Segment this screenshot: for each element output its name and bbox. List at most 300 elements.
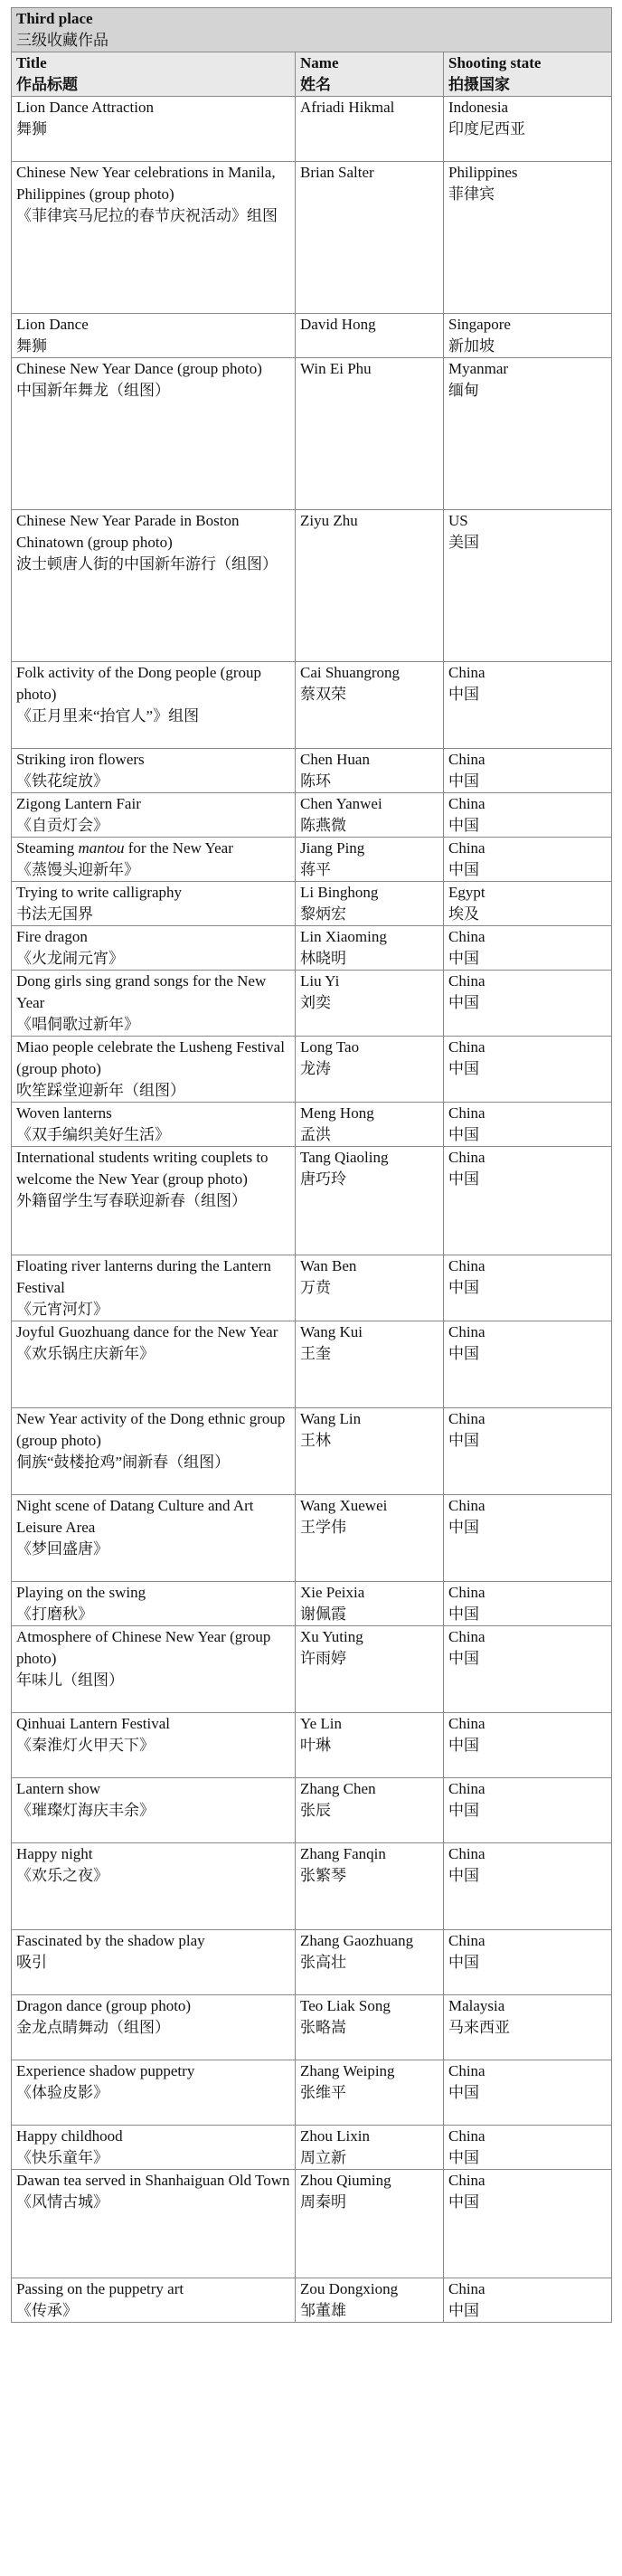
- cell-title-en: Fascinated by the shadow play: [16, 1932, 205, 1949]
- cell-name-en: Ziyu Zhu: [300, 512, 358, 529]
- cell-title-en: Steaming mantou for the New Year: [16, 839, 233, 857]
- cell-state-en: China: [448, 2172, 485, 2189]
- table-row: [12, 1995, 612, 2060]
- cell-name: [296, 1930, 444, 1995]
- cell-state: [444, 1037, 612, 1103]
- cell-name: [296, 1778, 444, 1843]
- cell-state-cn: 中国: [448, 994, 479, 1011]
- cell-state-en: China: [448, 1628, 485, 1645]
- cell-name: [296, 2126, 444, 2170]
- cell-state-en: China: [448, 1149, 485, 1166]
- cell-state: [444, 1255, 612, 1321]
- cell-state: [444, 1321, 612, 1408]
- cell-state-cn: 印度尼西亚: [448, 120, 525, 137]
- cell-title: [12, 882, 296, 926]
- cell-state-cn: 马来西亚: [448, 2019, 510, 2036]
- cell-state-cn: 中国: [448, 817, 479, 834]
- table-row: [12, 749, 612, 793]
- column-header-row: [12, 52, 612, 97]
- cell-title: [12, 358, 296, 510]
- cell-title-cn: 舞狮: [16, 337, 47, 355]
- cell-name-cn: 刘奕: [300, 994, 331, 1011]
- table-row: [12, 2060, 612, 2126]
- cell-title-cn: 《蒸馒头迎新年》: [16, 861, 139, 878]
- cell-title: [12, 749, 296, 793]
- cell-title-cn: 侗族“鼓楼抢鸡”闹新春（组图）: [16, 1454, 231, 1471]
- cell-name-cn: 许雨婷: [300, 1650, 346, 1667]
- cell-name-cn: 张繁琴: [300, 1867, 346, 1884]
- cell-state: [444, 1995, 612, 2060]
- cell-title-cn: 外籍留学生写春联迎新春（组图）: [16, 1192, 247, 1209]
- cell-state: [444, 1495, 612, 1582]
- cell-name: [296, 662, 444, 749]
- table-row: [12, 97, 612, 162]
- cell-state: [444, 749, 612, 793]
- cell-title: [12, 1843, 296, 1930]
- cell-title: [12, 1995, 296, 2060]
- cell-name-cn: 周立新: [300, 2149, 346, 2166]
- cell-name-en: Afriadi Hikmal: [300, 99, 395, 116]
- cell-state: [444, 162, 612, 314]
- cell-state-en: China: [448, 1932, 485, 1949]
- cell-title-en: Trying to write calligraphy: [16, 884, 183, 901]
- cell-name-en: Zou Dongxiong: [300, 2280, 399, 2297]
- cell-state-cn: 中国: [448, 1650, 479, 1667]
- cell-name-en: Wan Ben: [300, 1257, 357, 1274]
- cell-state-en: Philippines: [448, 164, 518, 181]
- cell-state-en: China: [448, 1104, 485, 1122]
- cell-name: [296, 1713, 444, 1778]
- table-row: [12, 2170, 612, 2278]
- cell-title-cn: 《秦淮灯火甲天下》: [16, 1737, 155, 1754]
- cell-title-en: Dragon dance (group photo): [16, 1997, 192, 2014]
- cell-state-en: China: [448, 2127, 485, 2145]
- cell-title-cn: 吸引: [16, 1954, 47, 1971]
- table-row: [12, 1495, 612, 1582]
- col-header-title-cn: 作品标题: [16, 76, 78, 93]
- cell-state-cn: 中国: [448, 1867, 479, 1884]
- cell-title: [12, 662, 296, 749]
- table-row: [12, 1321, 612, 1408]
- cell-name-en: Cai Shuangrong: [300, 664, 401, 681]
- cell-name-cn: 蔡双荣: [300, 686, 346, 703]
- cell-name-en: Li Binghong: [300, 884, 379, 901]
- cell-state: [444, 793, 612, 838]
- cell-title-cn: 《体验皮影》: [16, 2084, 108, 2101]
- cell-name: [296, 971, 444, 1037]
- cell-title-en: Chinese New Year Parade in Boston Chinatown (group photo): [16, 512, 240, 551]
- cell-title-cn: 《自贡灯会》: [16, 817, 108, 834]
- cell-state-en: China: [448, 972, 485, 990]
- cell-title-en: Qinhuai Lantern Festival: [16, 1715, 170, 1732]
- cell-state-en: Singapore: [448, 316, 511, 333]
- cell-title-cn: 《欢乐之夜》: [16, 1867, 108, 1884]
- cell-name: [296, 1321, 444, 1408]
- table-row: [12, 1408, 612, 1495]
- cell-title-en: Lion Dance Attraction: [16, 99, 155, 116]
- cell-state: [444, 882, 612, 926]
- cell-title: [12, 1408, 296, 1495]
- cell-state-cn: 中国: [448, 861, 479, 878]
- cell-name: [296, 838, 444, 882]
- table-row: [12, 971, 612, 1037]
- cell-title-cn: 书法无国界: [16, 905, 93, 923]
- cell-title-en: Woven lanterns: [16, 1104, 112, 1122]
- cell-title: [12, 1930, 296, 1995]
- cell-state: [444, 314, 612, 358]
- cell-name: [296, 1255, 444, 1321]
- table-row: [12, 1037, 612, 1103]
- cell-state-cn: 中国: [448, 1345, 479, 1362]
- cell-name: [296, 1103, 444, 1147]
- cell-name-en: Lin Xiaoming: [300, 928, 387, 945]
- cell-state-en: China: [448, 1584, 485, 1601]
- col-header-title-en: Title: [16, 54, 47, 71]
- cell-name-cn: 谢佩霞: [300, 1605, 346, 1623]
- table-row: [12, 838, 612, 882]
- cell-state: [444, 1930, 612, 1995]
- cell-title-cn: 《璀璨灯海庆丰余》: [16, 1802, 155, 1819]
- cell-name: [296, 1626, 444, 1713]
- cell-name: [296, 1582, 444, 1626]
- cell-title-cn: 《唱侗歌过新年》: [16, 1016, 139, 1033]
- cell-title-cn: 《打磨秋》: [16, 1605, 93, 1623]
- section-header-cell: [12, 8, 612, 52]
- cell-title-cn: 舞狮: [16, 120, 47, 137]
- table-row: [12, 1843, 612, 1930]
- cell-state-cn: 新加坡: [448, 337, 495, 355]
- cell-name: [296, 926, 444, 971]
- cell-title: [12, 1255, 296, 1321]
- table-row: [12, 926, 612, 971]
- cell-state: [444, 510, 612, 662]
- cell-state: [444, 1778, 612, 1843]
- cell-title-en: Miao people celebrate the Lusheng Festival (group photo): [16, 1038, 285, 1077]
- cell-name-en: Zhang Fanqin: [300, 1845, 386, 1862]
- cell-name-en: Chen Huan: [300, 751, 370, 768]
- cell-title-en: Lantern show: [16, 1780, 101, 1797]
- col-header-title: [12, 52, 296, 97]
- cell-title: [12, 1626, 296, 1713]
- cell-name: [296, 97, 444, 162]
- cell-state-en: Myanmar: [448, 360, 509, 377]
- cell-title: [12, 1495, 296, 1582]
- cell-title-cn: 吹笙踩堂迎新年（组图）: [16, 1082, 185, 1099]
- cell-name-en: Xie Peixia: [300, 1584, 365, 1601]
- cell-name: [296, 793, 444, 838]
- cell-title-en: Folk activity of the Dong people (group photo): [16, 664, 262, 703]
- col-header-state: [444, 52, 612, 97]
- cell-title-cn: 中国新年舞龙（组图）: [16, 382, 170, 399]
- cell-title-cn: 金龙点睛舞动（组图）: [16, 2019, 170, 2036]
- cell-name-en: Meng Hong: [300, 1104, 374, 1122]
- cell-state-cn: 中国: [448, 2149, 479, 2166]
- cell-name-en: Chen Yanwei: [300, 795, 382, 812]
- cell-name-cn: 龙涛: [300, 1060, 331, 1077]
- col-header-state-cn: 拍摄国家: [448, 76, 510, 93]
- cell-state: [444, 1408, 612, 1495]
- cell-name-cn: 王奎: [300, 1345, 331, 1362]
- cell-title: [12, 1321, 296, 1408]
- cell-state: [444, 1103, 612, 1147]
- cell-state-en: China: [448, 839, 485, 857]
- cell-name: [296, 749, 444, 793]
- cell-state-en: Egypt: [448, 884, 485, 901]
- cell-state: [444, 1147, 612, 1255]
- cell-name-cn: 陈燕微: [300, 817, 346, 834]
- col-header-state-en: Shooting state: [448, 54, 542, 71]
- cell-name-en: Zhou Qiuming: [300, 2172, 391, 2189]
- cell-title: [12, 97, 296, 162]
- cell-title-cn: 《梦回盛唐》: [16, 1540, 108, 1558]
- cell-name-cn: 张略嵩: [300, 2019, 346, 2036]
- cell-state-cn: 中国: [448, 686, 479, 703]
- section-title: Third place: [16, 10, 93, 27]
- cell-name: [296, 510, 444, 662]
- table-row: [12, 1103, 612, 1147]
- cell-state-en: China: [448, 751, 485, 768]
- cell-state-en: China: [448, 1038, 485, 1056]
- table-row: [12, 358, 612, 510]
- table-row: [12, 314, 612, 358]
- table-row: [12, 662, 612, 749]
- cell-name-en: Wang Lin: [300, 1410, 362, 1427]
- cell-state: [444, 662, 612, 749]
- table-row: [12, 1147, 612, 1255]
- col-header-name-cn: 姓名: [300, 76, 331, 93]
- table-row: [12, 1713, 612, 1778]
- cell-title: [12, 510, 296, 662]
- cell-name-en: Xu Yuting: [300, 1628, 363, 1645]
- cell-state-cn: 中国: [448, 1060, 479, 1077]
- cell-state-en: China: [448, 2280, 485, 2297]
- table-row: [12, 793, 612, 838]
- cell-name: [296, 162, 444, 314]
- cell-state: [444, 97, 612, 162]
- cell-title-cn: 《正月里来“抬官人”》组图: [16, 707, 200, 724]
- cell-title: [12, 162, 296, 314]
- cell-title-cn: 《菲律宾马尼拉的春节庆祝活动》组图: [16, 207, 278, 224]
- cell-title-en: Zigong Lantern Fair: [16, 795, 141, 812]
- cell-name-en: David Hong: [300, 316, 376, 333]
- cell-title-en: Lion Dance: [16, 316, 89, 333]
- cell-title: [12, 2126, 296, 2170]
- col-header-name: [296, 52, 444, 97]
- cell-name: [296, 882, 444, 926]
- cell-name-en: Wang Kui: [300, 1323, 363, 1340]
- cell-state-cn: 中国: [448, 1519, 479, 1536]
- cell-name-cn: 蒋平: [300, 861, 331, 878]
- cell-state-cn: 中国: [448, 1737, 479, 1754]
- table-row: [12, 1255, 612, 1321]
- cell-title: [12, 2170, 296, 2278]
- cell-name-cn: 黎炳宏: [300, 905, 346, 923]
- cell-title: [12, 926, 296, 971]
- table-body: [12, 97, 612, 2323]
- cell-name-en: Tang Qiaoling: [300, 1149, 389, 1166]
- cell-title-en: Atmosphere of Chinese New Year (group photo): [16, 1628, 271, 1667]
- cell-state-cn: 中国: [448, 1170, 479, 1188]
- cell-title: [12, 2060, 296, 2126]
- cell-name-en: Liu Yi: [300, 972, 340, 990]
- table-row: [12, 1582, 612, 1626]
- table-row: [12, 1930, 612, 1995]
- cell-title-en: Passing on the puppetry art: [16, 2280, 184, 2297]
- cell-state: [444, 838, 612, 882]
- table-row: [12, 2278, 612, 2323]
- cell-title: [12, 793, 296, 838]
- cell-state-cn: 中国: [448, 772, 479, 790]
- cell-state: [444, 2170, 612, 2278]
- cell-name-en: Brian Salter: [300, 164, 374, 181]
- cell-state-en: US: [448, 512, 468, 529]
- cell-name: [296, 1995, 444, 2060]
- cell-state-cn: 美国: [448, 534, 479, 551]
- cell-state: [444, 2126, 612, 2170]
- cell-state-cn: 中国: [448, 950, 479, 967]
- cell-state-cn: 中国: [448, 1954, 479, 1971]
- cell-title-cn: 年味儿（组图）: [16, 1672, 124, 1689]
- cell-name-en: Zhang Chen: [300, 1780, 376, 1797]
- cell-title: [12, 1147, 296, 1255]
- cell-state: [444, 971, 612, 1037]
- cell-state: [444, 358, 612, 510]
- cell-title-en: Playing on the swing: [16, 1584, 146, 1601]
- cell-title-cn: 《火龙闹元宵》: [16, 950, 124, 967]
- cell-title-cn: 《双手编织美好生活》: [16, 1126, 170, 1143]
- cell-title-cn: 《铁花绽放》: [16, 772, 108, 790]
- section-header-row: [12, 8, 612, 52]
- table-row: [12, 162, 612, 314]
- cell-title-en: Experience shadow puppetry: [16, 2062, 195, 2079]
- cell-title-en: Chinese New Year Dance (group photo): [16, 360, 262, 377]
- cell-state-en: China: [448, 1715, 485, 1732]
- cell-state-cn: 菲律宾: [448, 185, 495, 203]
- cell-name: [296, 2278, 444, 2323]
- cell-name-en: Long Tao: [300, 1038, 360, 1056]
- cell-state: [444, 1582, 612, 1626]
- cell-state-cn: 中国: [448, 1279, 479, 1296]
- cell-name: [296, 314, 444, 358]
- cell-state-en: China: [448, 1497, 485, 1514]
- cell-state-en: China: [448, 664, 485, 681]
- cell-name-en: Jiang Ping: [300, 839, 365, 857]
- cell-name-en: Win Ei Phu: [300, 360, 372, 377]
- cell-title-en: Happy childhood: [16, 2127, 123, 2145]
- cell-title-cn: 《传承》: [16, 2302, 78, 2319]
- cell-state: [444, 1626, 612, 1713]
- cell-state-cn: 中国: [448, 2302, 479, 2319]
- cell-title: [12, 2278, 296, 2323]
- cell-title-en: New Year activity of the Dong ethnic group (group photo): [16, 1410, 286, 1449]
- cell-state-en: China: [448, 1780, 485, 1797]
- cell-name-cn: 王学伟: [300, 1519, 346, 1536]
- cell-title-en: Joyful Guozhuang dance for the New Year: [16, 1323, 278, 1340]
- cell-name-en: Zhang Weiping: [300, 2062, 395, 2079]
- cell-title: [12, 1103, 296, 1147]
- table-row: [12, 1778, 612, 1843]
- cell-title-en: Chinese New Year celebrations in Manila, Philippines (group photo): [16, 164, 276, 203]
- cell-title-en: Fire dragon: [16, 928, 88, 945]
- cell-title: [12, 1713, 296, 1778]
- cell-state-en: China: [448, 1323, 485, 1340]
- cell-state-en: China: [448, 928, 485, 945]
- cell-title-cn: 《风情古城》: [16, 2193, 108, 2211]
- table-row: [12, 1626, 612, 1713]
- cell-title-cn: 《快乐童年》: [16, 2149, 108, 2166]
- cell-name-cn: 张高壮: [300, 1954, 346, 1971]
- cell-name-cn: 张辰: [300, 1802, 331, 1819]
- cell-state-cn: 中国: [448, 1126, 479, 1143]
- cell-state-cn: 中国: [448, 2084, 479, 2101]
- cell-name-en: Ye Lin: [300, 1715, 342, 1732]
- cell-name: [296, 1037, 444, 1103]
- cell-state-cn: 中国: [448, 1432, 479, 1449]
- cell-name: [296, 1147, 444, 1255]
- cell-state-cn: 缅甸: [448, 382, 479, 399]
- cell-title-cn: 波士顿唐人街的中国新年游行（组图）: [16, 555, 278, 573]
- cell-title-en: Striking iron flowers: [16, 751, 145, 768]
- cell-name-en: Wang Xuewei: [300, 1497, 388, 1514]
- cell-name-cn: 王林: [300, 1432, 331, 1449]
- cell-name-cn: 万贲: [300, 1279, 331, 1296]
- cell-name: [296, 1843, 444, 1930]
- cell-title-en: Floating river lanterns during the Lantern Festival: [16, 1257, 271, 1296]
- cell-state-en: China: [448, 1257, 485, 1274]
- cell-state: [444, 1713, 612, 1778]
- cell-name-cn: 陈环: [300, 772, 331, 790]
- cell-state-en: China: [448, 795, 485, 812]
- cell-state: [444, 2278, 612, 2323]
- cell-state-en: China: [448, 1410, 485, 1427]
- table-row: [12, 882, 612, 926]
- cell-title: [12, 314, 296, 358]
- cell-name: [296, 358, 444, 510]
- cell-name: [296, 1495, 444, 1582]
- cell-state-en: China: [448, 1845, 485, 1862]
- cell-title: [12, 838, 296, 882]
- cell-state-cn: 中国: [448, 1605, 479, 1623]
- awards-table: [11, 7, 612, 2323]
- cell-name-cn: 周秦明: [300, 2193, 346, 2211]
- cell-state-cn: 埃及: [448, 905, 479, 923]
- cell-name-cn: 张维平: [300, 2084, 346, 2101]
- cell-name-cn: 唐巧玲: [300, 1170, 346, 1188]
- cell-name-en: Teo Liak Song: [300, 1997, 391, 2014]
- cell-state: [444, 926, 612, 971]
- cell-name-en: Zhou Lixin: [300, 2127, 370, 2145]
- cell-title: [12, 1778, 296, 1843]
- cell-state-cn: 中国: [448, 1802, 479, 1819]
- table-row: [12, 2126, 612, 2170]
- cell-state-en: China: [448, 2062, 485, 2079]
- cell-state-en: Indonesia: [448, 99, 509, 116]
- section-title-cn: 三级收藏作品: [16, 32, 108, 49]
- cell-title-cn: 《元宵河灯》: [16, 1301, 108, 1318]
- cell-title-en: Happy night: [16, 1845, 93, 1862]
- cell-state: [444, 2060, 612, 2126]
- cell-name-cn: 邹董雄: [300, 2302, 346, 2319]
- cell-title-en: Dong girls sing grand songs for the New Year: [16, 972, 267, 1011]
- cell-title-cn: 《欢乐锅庄庆新年》: [16, 1345, 155, 1362]
- cell-state-cn: 中国: [448, 2193, 479, 2211]
- cell-title-en: Night scene of Datang Culture and Art Leisure Area: [16, 1497, 254, 1536]
- cell-name-cn: 林晓明: [300, 950, 346, 967]
- cell-name: [296, 2170, 444, 2278]
- table-row: [12, 510, 612, 662]
- cell-state-en: Malaysia: [448, 1997, 505, 2014]
- cell-title: [12, 1037, 296, 1103]
